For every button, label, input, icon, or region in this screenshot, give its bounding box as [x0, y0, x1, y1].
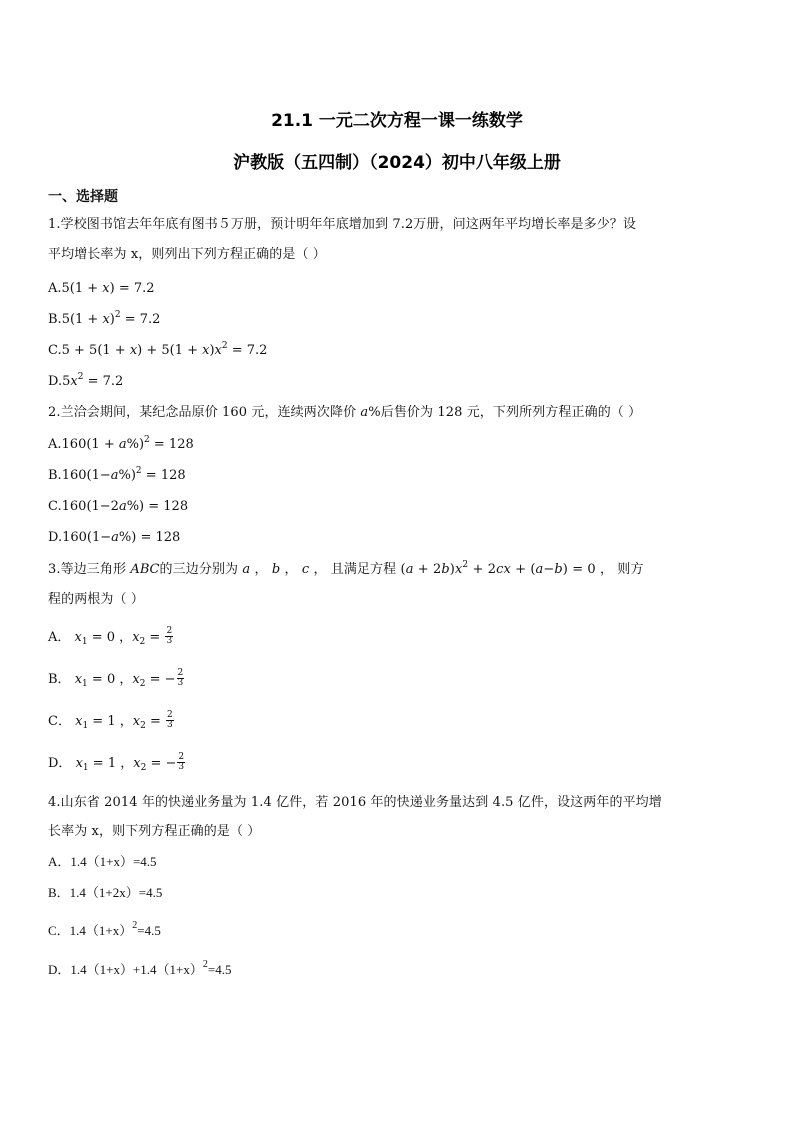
question-1-line-2: 平均增长率为 x，则列出下列方程正确的是（ ）	[48, 247, 326, 262]
q4-option-a	[48, 853, 157, 871]
q1-option-b-math: 5(1 + 𝑥)$^2$ = 7.2	[61, 310, 161, 327]
option-letter: B.	[48, 468, 62, 483]
q2-option-a	[48, 436, 194, 454]
q1-option-c-math: 5 + 5(1 + 𝑥) + 5(1 + 𝑥)𝑥$^2$ = 7.2	[61, 341, 268, 358]
q3-option-d	[48, 754, 186, 773]
q2-option-c-math: 160(1−2𝑎%) = 128	[61, 499, 189, 514]
q1-option-b	[48, 311, 160, 329]
q3-option-d-math: 𝑥$_1$ = 1 ，𝑥$_2$ = − $\frac{2}{3}$	[75, 752, 185, 773]
q1-option-d-math: 5𝑥$^2$ = 7.2	[62, 372, 124, 389]
option-letter: C．	[48, 923, 70, 938]
option-letter: B．	[48, 672, 71, 687]
q1-option-a	[48, 280, 155, 298]
option-letter: A．	[48, 630, 71, 645]
option-letter: C．	[48, 714, 71, 729]
option-letter: A.	[48, 281, 62, 296]
q4-option-b-text: 1.4（1+2x）=4.5	[69, 885, 163, 900]
question-1-line-1: 1.学校图书馆去年年底有图书５万册，预计明年年底增加到 7.2万册，问这两年平均增长率是多少？设	[48, 217, 637, 232]
document-title: 21.1 一元二次方程一课一练数学	[271, 111, 523, 131]
q2-option-d-math: 160(1−𝑎%) = 128	[62, 530, 181, 545]
question-4-line-1: 4.山东省 2014 年的快递业务量为 1.4 亿件，若 2016 年的快递业务量达到 4.5 亿件，设这两年的平均增	[48, 795, 662, 810]
document-subtitle: 沪教版（五四制）（2024）初中八年级上册	[233, 153, 561, 173]
q2-option-a-math: 160(1 + 𝑎%)$^2$ = 128	[61, 435, 194, 452]
option-letter: B．	[48, 885, 70, 900]
q3-option-b-math: 𝑥$_1$ = 0 ，𝑥$_2$ = − $\frac{2}{3}$	[74, 668, 184, 689]
q4-option-d-text: $1.4(1+x)+1.4(1+x)^2=4.5$	[70, 959, 232, 977]
option-letter: B.	[48, 312, 62, 327]
q4-option-c	[48, 922, 161, 940]
q2-option-b-math: 160(1−𝑎%)$^2$ = 128	[61, 466, 186, 483]
q2-option-d	[48, 529, 180, 547]
option-letter: A．	[48, 854, 71, 869]
q1-option-c	[48, 342, 267, 360]
q3-option-c	[48, 712, 175, 731]
q2-option-b	[48, 467, 186, 485]
option-letter: D.	[48, 374, 63, 389]
question-3-line-1: 3.等边三角形 𝐴𝐵𝐶的三边分别为 𝑎 ， 𝑏 ， 𝑐 ， 且满足方程 (𝑎 + 2𝑏)𝑥$^2$ + 2𝑐𝑥 + (𝑎−𝑏) = 0 ， 则方	[48, 560, 644, 577]
option-letter: A.	[48, 437, 62, 452]
option-letter: D.	[48, 530, 63, 545]
option-letter: C.	[48, 499, 62, 514]
question-2-line-1: 2.兰洽会期间，某纪念品原价 160 元，连续两次降价 𝑎%后售价为 128 元，下列所列方程正确的（ ）	[48, 405, 642, 420]
question-4-line-2: 长率为 x，则下列方程正确的是（ ）	[48, 824, 261, 839]
q4-option-a-text: 1.4（1+x）=4.5	[70, 854, 157, 869]
q3-option-a	[48, 628, 174, 647]
option-letter: D．	[48, 962, 71, 977]
q3-option-c-math: 𝑥$_1$ = 1 ，𝑥$_2$ = $\frac{2}{3}$	[75, 710, 173, 731]
q2-option-c	[48, 498, 188, 516]
question-3-line-2: 程的两根为（ ）	[48, 592, 144, 607]
q1-option-d	[48, 373, 123, 391]
q4-option-b	[48, 884, 162, 902]
section-heading: 一、选择题	[48, 189, 118, 205]
option-letter: D．	[48, 756, 72, 771]
q3-option-b	[48, 670, 185, 689]
q4-option-c-text: $1.4(1+x)^2=4.5$	[69, 920, 161, 938]
option-letter: C.	[48, 343, 62, 358]
q3-option-a-math: 𝑥$_1$ = 0 ，𝑥$_2$ = $\frac{2}{3}$	[74, 626, 173, 647]
q4-option-d	[48, 961, 231, 979]
q1-option-a-math: 5(1 + 𝑥) = 7.2	[61, 281, 155, 296]
